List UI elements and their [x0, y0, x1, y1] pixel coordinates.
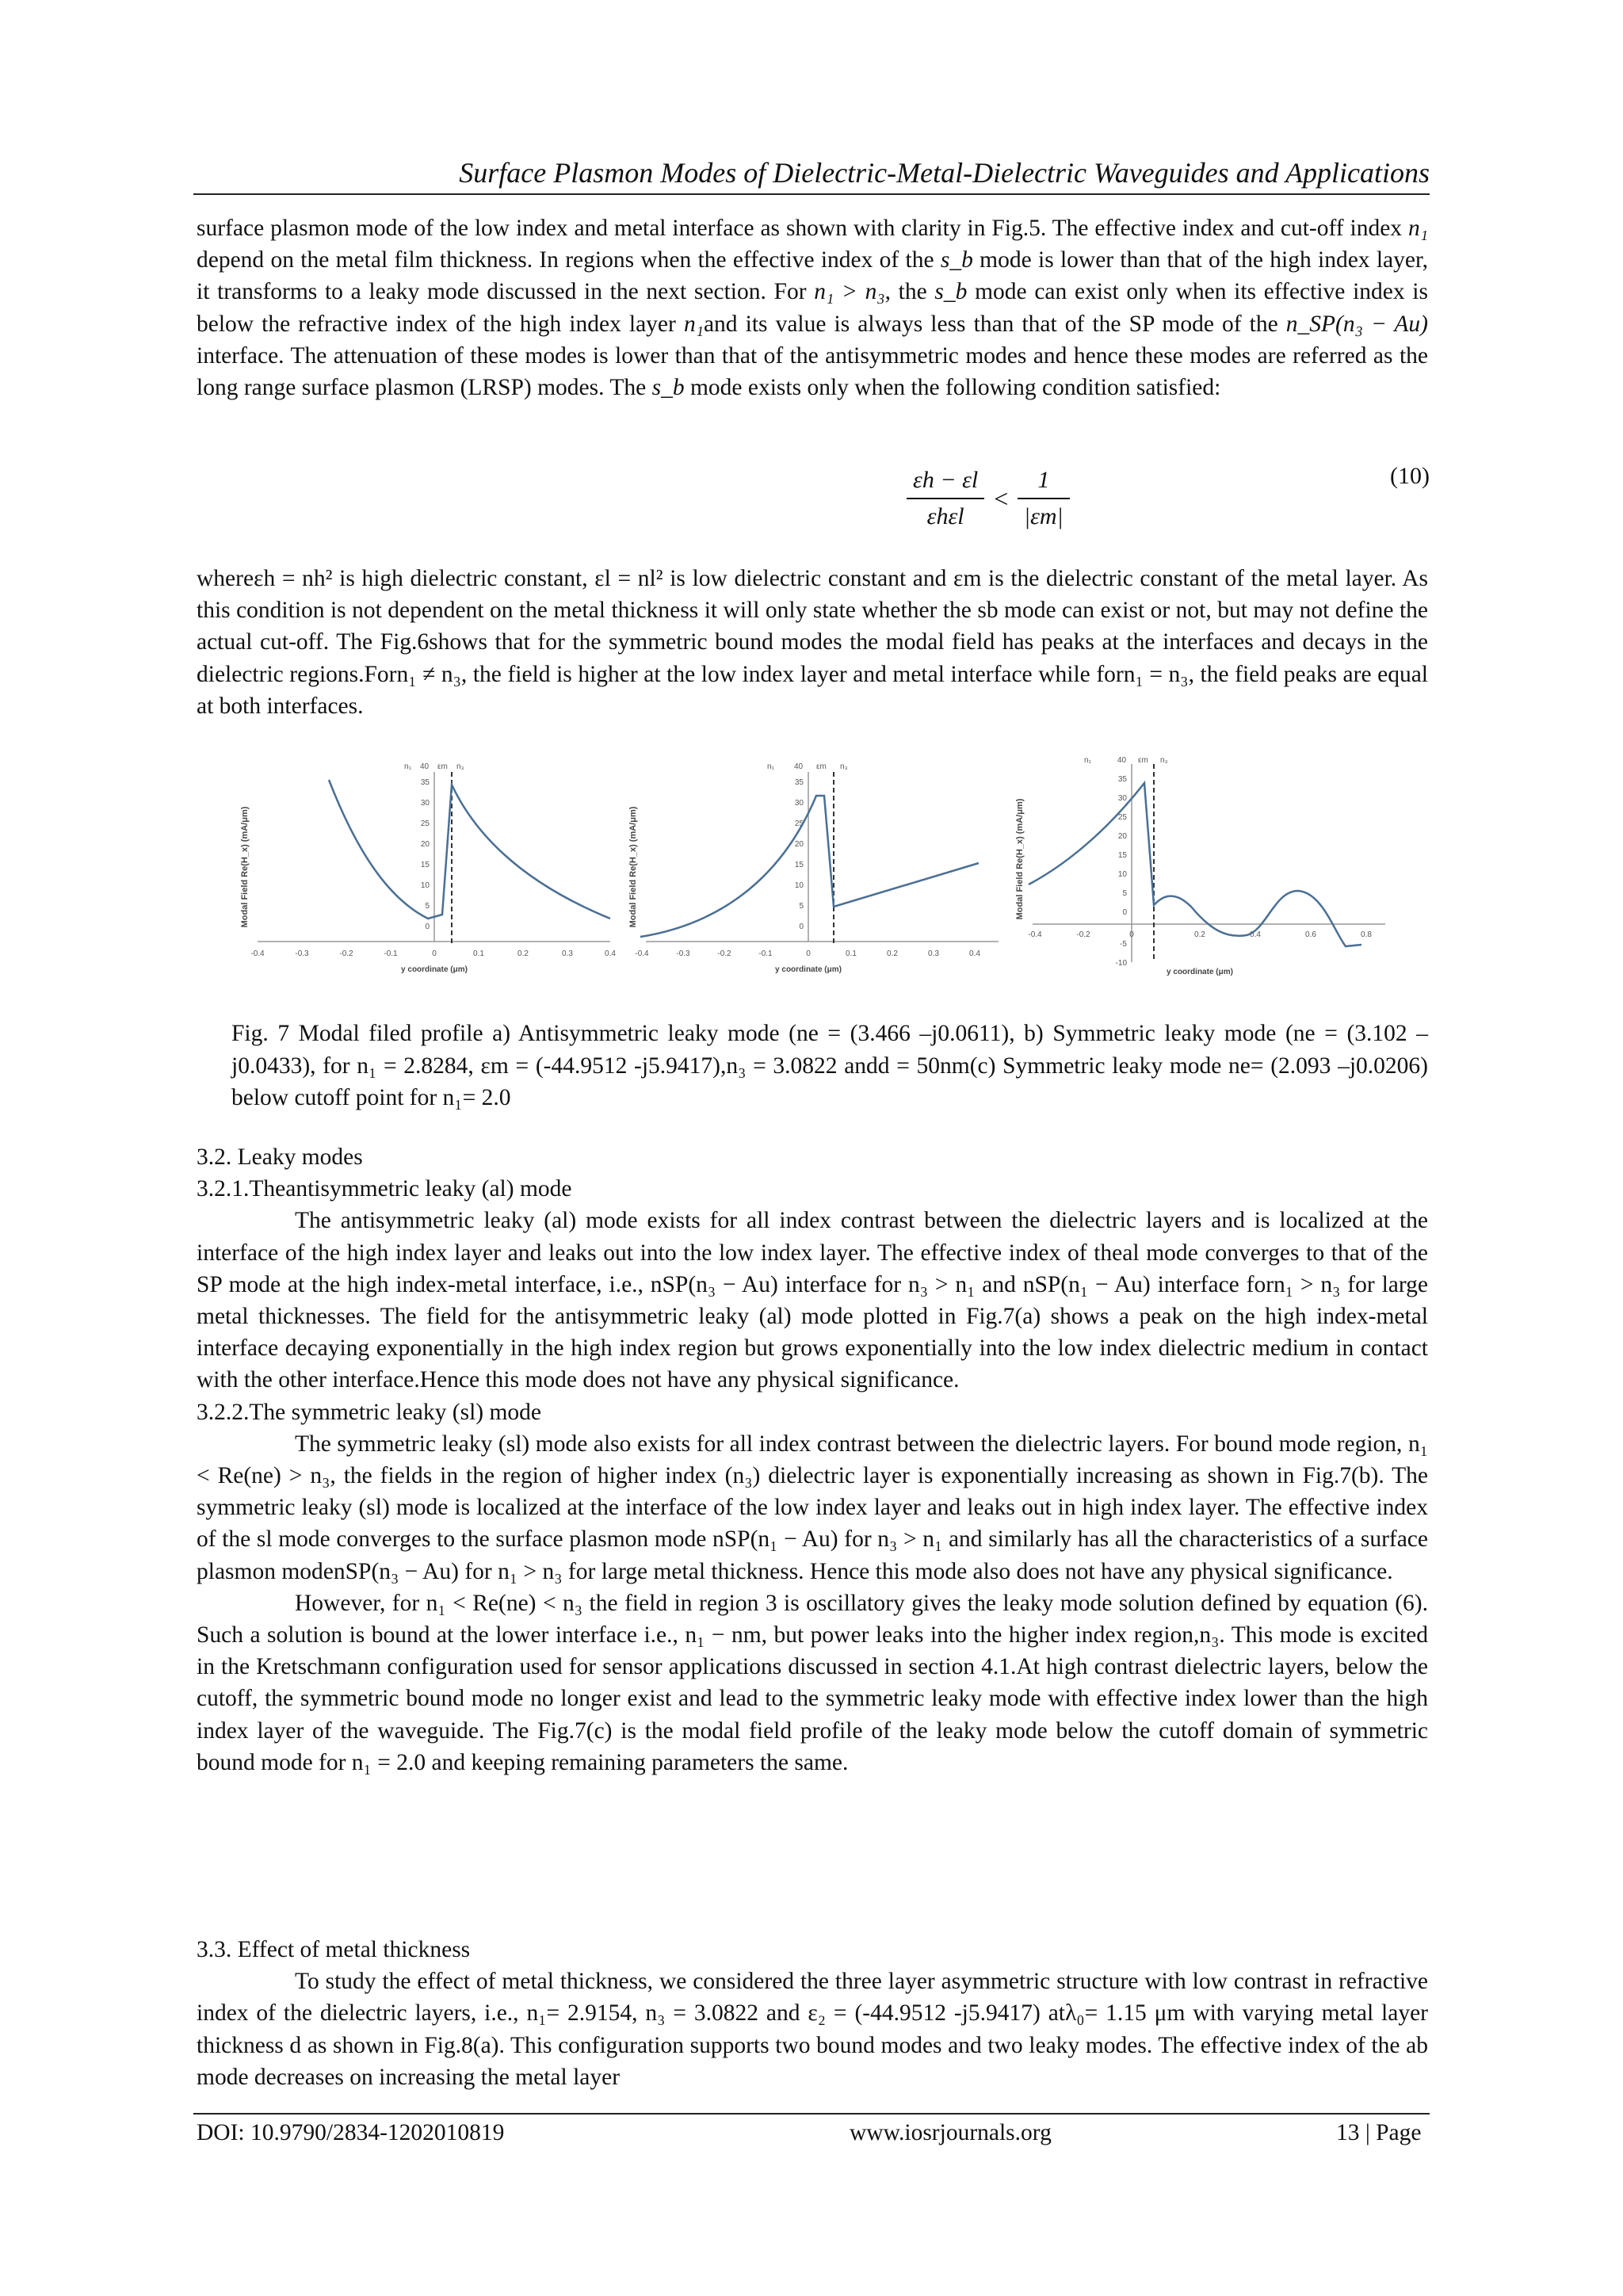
- svg-text:20: 20: [420, 840, 430, 849]
- svg-text:5: 5: [1122, 889, 1127, 898]
- svg-text:0.1: 0.1: [473, 949, 484, 958]
- panel-a-xlabel: y coordinate (μm): [401, 965, 468, 974]
- section-3-3-heading: 3.3. Effect of metal thickness: [197, 1937, 471, 1962]
- svg-text:5: 5: [799, 902, 804, 911]
- eq-rhs-denominator: |εm|: [1023, 503, 1064, 529]
- panel-c-yticks: [1116, 775, 1128, 968]
- svg-text:25: 25: [420, 819, 430, 828]
- panel-c-curve: [1029, 783, 1361, 946]
- section-3-2-1-heading: 3.2.1.Theantisymmetric leaky (al) mode: [197, 1176, 572, 1202]
- panel-b-xticks: [635, 949, 980, 958]
- svg-text:-0.4: -0.4: [635, 949, 649, 958]
- panel-b-curve: [640, 796, 979, 937]
- svg-text:40: 40: [794, 762, 804, 771]
- running-title: Surface Plasmon Modes of Dielectric-Metal-Dielectric Waveguides and Applications: [459, 157, 1430, 189]
- svg-text:0: 0: [806, 949, 811, 958]
- svg-text:0.2: 0.2: [1194, 930, 1205, 939]
- svg-text:30: 30: [1117, 794, 1127, 803]
- svg-text:-0.1: -0.1: [384, 949, 398, 958]
- svg-text:10: 10: [420, 881, 430, 890]
- panel-a-yticks: [421, 778, 430, 931]
- svg-text:0: 0: [799, 923, 804, 931]
- svg-text:εm: εm: [1138, 756, 1148, 765]
- svg-text:-0.1: -0.1: [758, 949, 773, 958]
- svg-text:30: 30: [420, 799, 430, 808]
- equation-number: (10): [1390, 463, 1430, 489]
- svg-text:0.8: 0.8: [1361, 930, 1372, 939]
- panel-b-ylabel: Modal Field Re(H_x) (mA/μm): [628, 806, 638, 928]
- panel-c-xticks: [1028, 930, 1372, 939]
- svg-text:35: 35: [794, 778, 804, 787]
- svg-text:25: 25: [794, 819, 804, 828]
- svg-text:n₁: n₁: [404, 762, 411, 771]
- svg-text:-0.2: -0.2: [717, 949, 731, 958]
- svg-text:0: 0: [1122, 908, 1127, 917]
- header-rule: [193, 193, 1430, 195]
- svg-text:εm: εm: [816, 762, 827, 771]
- svg-text:0.4: 0.4: [605, 949, 616, 958]
- svg-text:n₁: n₁: [767, 762, 774, 771]
- svg-text:15: 15: [420, 861, 430, 869]
- panel-b-xlabel: y coordinate (μm): [775, 965, 842, 974]
- svg-text:25: 25: [1117, 813, 1127, 822]
- figure-7a-plot: [238, 748, 618, 986]
- svg-text:εm: εm: [437, 762, 448, 771]
- svg-text:0.6: 0.6: [1305, 930, 1316, 939]
- svg-text:0: 0: [432, 949, 437, 958]
- svg-text:-0.4: -0.4: [1028, 930, 1042, 939]
- svg-text:0.2: 0.2: [517, 949, 529, 958]
- section-3-2-heading: 3.2. Leaky modes: [197, 1144, 363, 1170]
- svg-text:-0.3: -0.3: [295, 949, 309, 958]
- svg-text:-0.3: -0.3: [676, 949, 690, 958]
- section-3-2-1-text: The antisymmetric leaky (al) mode exists for all index contrast between the dielectric layers and is localized at the interface of the high index layer and leaks out into the low index layer. The effective index of theal mode converges to that of the SP mode at the high index-metal interface, i.e., nSP(n₃ − Au) interface for n₃ > n₁ and nSP(n₁ − Au) interface forn₁ > n₃ for large metal thicknesses. The field for the antisymmetric leaky (al) mode plotted in Fig.7(a) shows a peak on the high index-metal interface decaying exponentially in the high index region but grows exponentially into the low index dielectric medium in contact with the other interface.Hence this mode does not have any physical significance.: [197, 1208, 1428, 1393]
- svg-text:5: 5: [425, 902, 430, 911]
- svg-text:-0.4: -0.4: [250, 949, 265, 958]
- svg-text:0: 0: [425, 923, 430, 931]
- panel-c-top-labels: [1084, 756, 1168, 765]
- svg-text:0.4: 0.4: [1250, 930, 1261, 939]
- panel-c-xlabel: y coordinate (μm): [1167, 968, 1233, 976]
- svg-text:0.2: 0.2: [887, 949, 898, 958]
- footer-website: www.iosrjournals.org: [850, 2120, 1052, 2145]
- footer-page-number: 13 | Page: [1336, 2120, 1422, 2145]
- footer-doi: DOI: 10.9790/2834-1202010819: [197, 2120, 505, 2145]
- section-3-2-2-text-1: The symmetric leaky (sl) mode also exists for all index contrast between the dielectric layers. For bound mode region, n₁ < Re(ne) > n₃, the fields in the region of higher index (n₃) dielectric layer is exponentially increasing as shown in Fig.7(b). The symmetric leaky (sl) mode is localized at the interface of the low index layer and leaks out in high index layer. The effective index of the sl mode converges to the surface plasmon mode nSP(n₁ − Au) for n₃ > n₁ and similarly has all the characteristics of a surface plasmon modenSP(n₃ − Au) for n₁ > n₃ for large metal thickness. Hence this mode also does not have any physical significance.: [197, 1431, 1428, 1584]
- svg-text:15: 15: [794, 861, 804, 869]
- paragraph-top: surface plasmon mode of the low index and metal interface as shown with clarity in Fig.5. The effective index and cut-off index n₁ depend on the metal film thickness. In regions when the effective index of the s_b mode is lower than that of the high index layer, it transforms to a leaky mode discussed in the next section. For n₁ > n₃, the s_b mode can exist only when its effective index is below the refractive index of the high index layer n₁and its value is always less than that of the SP mode of the n_SP(n₃ − Au) interface. The attenuation of these modes is lower than that of the antisymmetric modes and hence these modes are referred as the long range surface plasmon (LRSP) modes. The s_b mode exists only when the following condition satisfied:: [197, 216, 1429, 401]
- panel-a-top-labels: [404, 762, 464, 771]
- svg-text:0.3: 0.3: [562, 949, 573, 958]
- svg-text:20: 20: [1117, 832, 1127, 841]
- figure-7c-plot: [1013, 748, 1393, 986]
- svg-text:40: 40: [420, 762, 430, 771]
- panel-a-curve: [329, 780, 610, 919]
- equation-10: $\frac{\varepsilon h - \varepsilon l}{\text{εhεl}}$ < $\frac{1}{|\varepsilon m|}$ (10): [193, 463, 1430, 542]
- eq-rhs-numerator: 1: [1018, 463, 1070, 499]
- figure-7b-plot: [626, 748, 1006, 986]
- svg-text:10: 10: [1117, 870, 1127, 879]
- panel-a-ylabel: Modal Field Re(H_x) (mA/μm): [240, 806, 250, 928]
- section-3-2: [197, 1141, 1428, 1778]
- svg-text:-0.2: -0.2: [1076, 930, 1090, 939]
- panel-a-xticks: [250, 949, 616, 958]
- svg-text:-0.2: -0.2: [339, 949, 353, 958]
- svg-text:30: 30: [794, 799, 804, 808]
- svg-text:0: 0: [1129, 930, 1134, 939]
- eq-numerator: εh − εl: [907, 463, 984, 499]
- section-3-3: [197, 1934, 1428, 2093]
- section-3-2-2-text-2: However, for n₁ < Re(ne) < n₃ the field in region 3 is oscillatory gives the leaky mode solution defined by equation (6). Such a solution is bound at the lower interface i.e., n₁ − nm, but power leaks into the higher index region,n₃. This mode is excited in the Kretschmann configuration used for sensor applications discussed in section 4.1.At high contrast dielectric layers, below the cutoff, the symmetric bound mode no longer exist and lead to the symmetric leaky mode with effective index lower than the high index layer of the waveguide. The Fig.7(c) is the modal field profile of the leaky mode below the cutoff domain of symmetric bound mode for n₁ = 2.0 and keeping remaining parameters the same.: [197, 1590, 1428, 1775]
- eq-denominator: εhεl: [926, 503, 964, 529]
- paragraph-after-equation: whereεh = nh² is high dielectric constant, εl = nl² is low dielectric constant and εm is the dielectric constant of the metal layer. As this condition is not dependent on the metal thickness it will only state whether the sb mode can exist or not, but may not define the actual cut-off. The Fig.6shows that for the symmetric bound modes the modal field has peaks at the interfaces and decays in the dielectric regions.Forn₁ ≠ n₃, the field is higher at the low index layer and metal interface while forn₁ = n₃, the field peaks are equal at both interfaces.: [197, 566, 1428, 719]
- svg-text:0.3: 0.3: [928, 949, 939, 958]
- svg-text:10: 10: [794, 881, 804, 890]
- svg-text:-5: -5: [1120, 940, 1127, 949]
- svg-text:n₃: n₃: [840, 762, 848, 771]
- section-3-2-2-heading: 3.2.2.The symmetric leaky (sl) mode: [197, 1399, 542, 1425]
- svg-text:-10: -10: [1115, 959, 1127, 968]
- svg-text:35: 35: [1117, 775, 1127, 784]
- svg-text:n₃: n₃: [1160, 756, 1168, 765]
- svg-text:15: 15: [1117, 851, 1127, 860]
- panel-c-ylabel: Modal Field Re(H_x) (mA/μm): [1015, 798, 1025, 920]
- panel-b-top-labels: [767, 762, 848, 771]
- svg-text:n₃: n₃: [456, 762, 464, 771]
- panel-b-yticks: [795, 778, 804, 931]
- svg-text:0.1: 0.1: [846, 949, 857, 958]
- svg-text:20: 20: [794, 840, 804, 849]
- section-3-3-text: To study the effect of metal thickness, we considered the three layer asymmetric structure with low contrast in refractive index of the dielectric layers, i.e., n₁= 2.9154, n₃ = 3.0822 and ε₂ = (-44.9512 -j5.9417) atλ₀= 1.15 μm with varying metal layer thickness d as shown in Fig.8(a). This configuration supports two bound modes and two leaky modes. The effective index of the ab mode decreases on increasing the metal layer: [197, 1969, 1428, 2090]
- footer-rule: [193, 2113, 1430, 2115]
- svg-text:n₁: n₁: [1084, 756, 1091, 765]
- svg-text:35: 35: [420, 778, 430, 787]
- figure-7-caption: Fig. 7 Modal filed profile a) Antisymmetric leaky mode (ne = (3.466 –j0.0611), b) Symmetric leaky mode (ne = (3.102 –j0.0433), for n₁ = 2.8284, εm = (-44.9512 -j5.9417),n₃ = 3.0822 andd = 50nm(c) Symmetric leaky mode ne= (2.093 –j0.0206) below cutoff point for n₁= 2.0: [231, 1021, 1428, 1110]
- svg-text:40: 40: [1117, 756, 1127, 765]
- svg-text:0.4: 0.4: [969, 949, 980, 958]
